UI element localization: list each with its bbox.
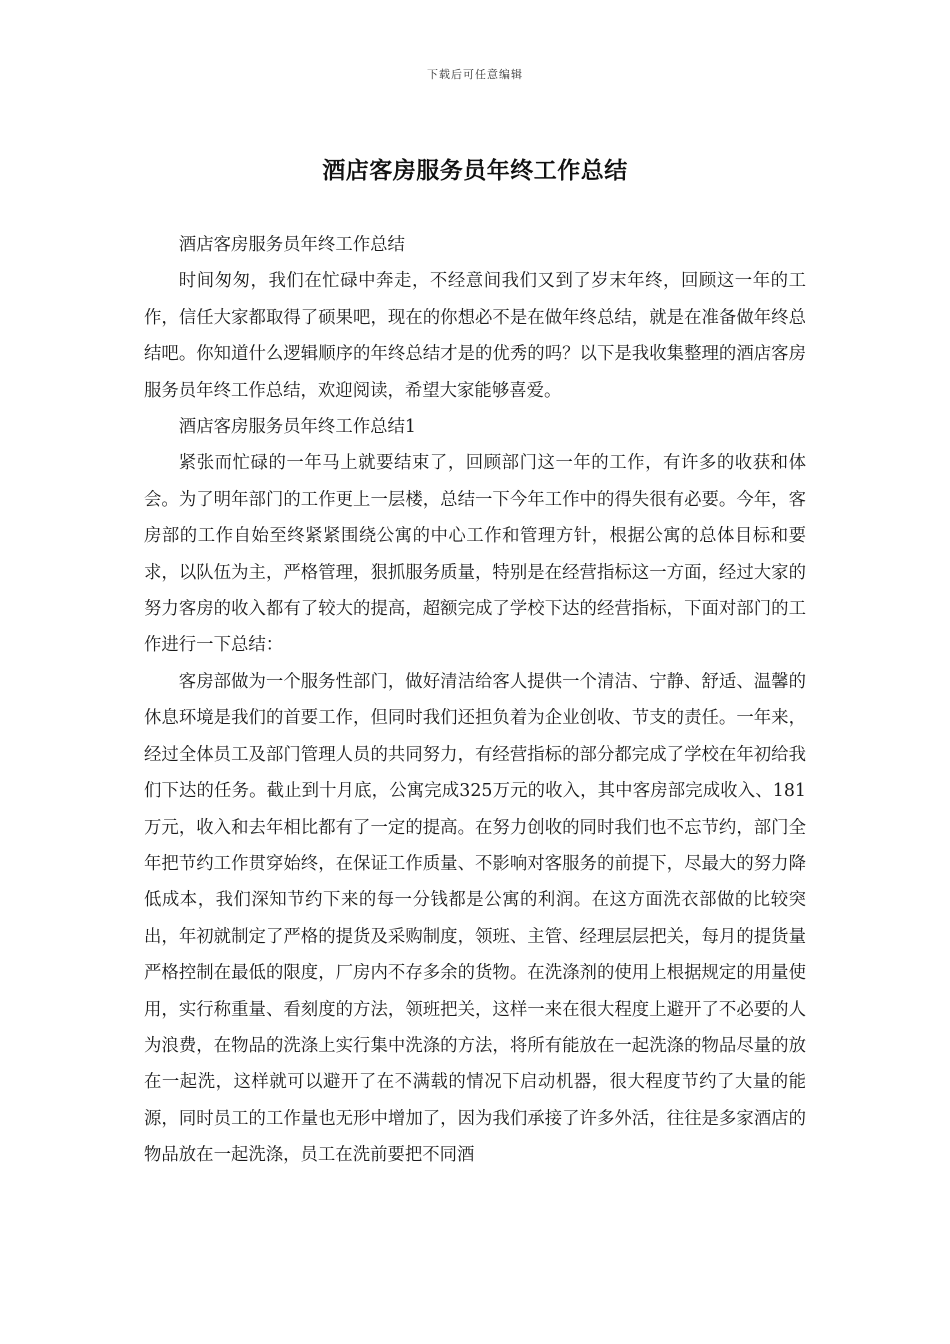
document-title: 酒店客房服务员年终工作总结	[322, 157, 628, 184]
paragraph-body: 紧张而忙碌的一年马上就要结束了，回顾部门这一年的工作，有许多的收获和体会。为了明年部门的工作更上一层楼，总结一下今年工作中的得失很有必要。今年，客房部的工作自始至终紧紧围绕公寓的中心工作和管理方针，根据公寓的总体目标和要求，以队伍为主，严格管理，狠抓服务质量，特别是在经营指标这一方面，经过大家的努力客房的收入都有了较大的提高，超额完成了学校下达的经营指标，下面对部门的工作进行一下总结：	[144, 453, 806, 656]
document-body	[144, 227, 806, 1174]
paragraph-body: 客房部做为一个服务性部门，做好清洁给客人提供一个清洁、宁静、舒适、温馨的休息环境是我们的首要工作，但同时我们还担负着为企业创收、节支的责任。一年来，经过全体员工及部门管理人员的共同努力，有经营指标的部分都完成了学校在年初给我们下达的任务。截止到十月底，公寓完成325万元的收入，其中客房部完成收入、181万元，收入和去年相比都有了一定的提高。在努力创收的同时我们也不忘节约，部门全年把节约工作贯穿始终，在保证工作质量、不影响对客服务的前提下，尽最大的努力降低成本，我们深知节约下来的每一分钱都是公寓的利润。在这方面洗衣部做的比较突出，年初就制定了严格的提货及采购制度，领班、主管、经理层层把关，每月的提货量严格控制在最低的限度，厂房内不存多余的货物。在洗涤剂的使用上根据规定的用量使用，实行称重量、看刻度的方法，领班把关，这样一来在很大程度上避开了不必要的人为浪费，在物品的洗涤上实行集中洗涤的方法，将所有能放在一起洗涤的物品尽量的放在一起洗，这样就可以避开了在不满载的情况下启动机器，很大程度节约了大量的能源，同时员工的工作量也无形中增加了，因为我们承接了许多外活，往往是多家酒店的物品放在一起洗涤，员工在洗前要把不同酒	[144, 671, 806, 1166]
paragraph-subtitle: 酒店客房服务员年终工作总结	[178, 235, 405, 255]
paragraph-section-heading: 酒店客房服务员年终工作总结1	[178, 417, 416, 438]
paragraph-intro: 时间匆匆，我们在忙碌中奔走，不经意间我们又到了岁末年终，回顾这一年的工作，信任大家都取得了硕果吧，现在的你想必不是在做年终总结，就是在准备做年终总结吧。你知道什么逻辑顺序的年终总结才是的优秀的吗？以下是我收集整理的酒店客房服务员年终工作总结，欢迎阅读，希望大家能够喜爱。	[144, 271, 806, 401]
header-note: 下载后可任意编辑	[427, 68, 523, 81]
